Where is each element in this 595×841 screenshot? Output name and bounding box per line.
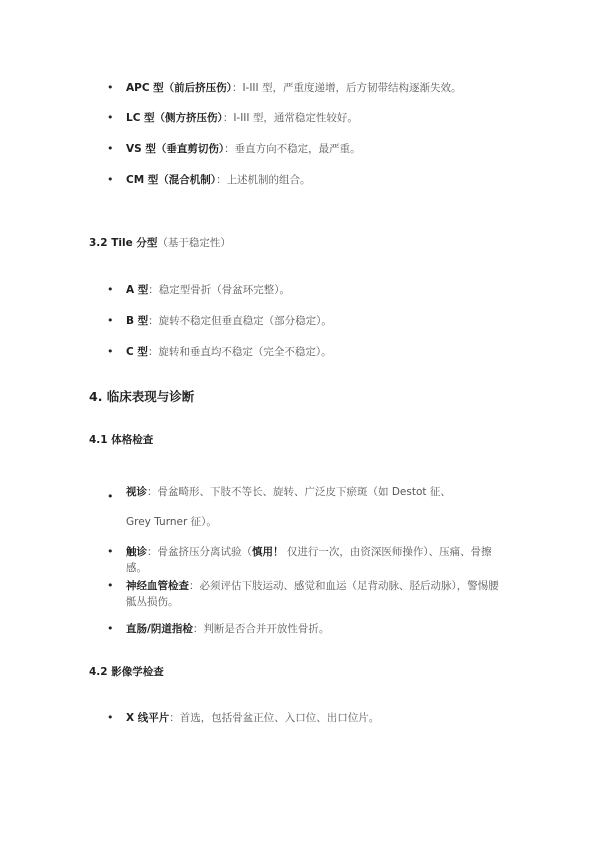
section-heading-4: 4. 临床表现与诊断 xyxy=(89,389,195,404)
item-text: 骨盆畸形、下肢不等长、旋转、广泛皮下瘀斑（如 Destot 征、 xyxy=(157,486,451,498)
list-item xyxy=(0,170,595,190)
list-item xyxy=(0,708,595,728)
item-separator: ： xyxy=(222,112,234,124)
item-term: X 线平片 xyxy=(126,712,170,724)
heading-subtitle: （基于稳定性） xyxy=(157,237,231,249)
bullet-icon: • xyxy=(107,545,114,558)
item-separator: ： xyxy=(147,546,158,558)
item-text: 骨盆挤压分离试验（ xyxy=(157,546,252,558)
item-separator: ： xyxy=(189,580,200,592)
bullet-icon: • xyxy=(107,345,114,358)
bullet-icon: • xyxy=(107,711,114,724)
item-term: APC 型（前后挤压伤） xyxy=(126,82,232,94)
heading-title: 3.2 Tile 分型 xyxy=(89,237,158,249)
item-term: A 型 xyxy=(126,284,149,296)
list-item xyxy=(0,477,595,537)
item-text-continued: Grey Turner 征）。 xyxy=(126,516,217,528)
item-text: 判断是否合并开放性骨折。 xyxy=(203,623,330,635)
item-separator: ： xyxy=(231,82,243,94)
warning-text: 慎用！ xyxy=(252,546,284,558)
list-item xyxy=(0,544,595,576)
list-item xyxy=(0,280,595,300)
item-term: VS 型（垂直剪切伤） xyxy=(126,143,225,155)
list-item xyxy=(0,619,595,639)
item-text: I-III 型，严重度递增，后方韧带结构逐渐失效。 xyxy=(242,82,462,94)
item-term: 直肠/阴道指检 xyxy=(126,623,193,635)
item-term: 视诊 xyxy=(126,486,147,498)
list-item xyxy=(0,578,595,610)
item-text: 稳定型骨折（骨盆环完整）。 xyxy=(158,284,291,296)
section-heading-3-2 xyxy=(89,235,231,250)
imaging-list xyxy=(0,708,595,728)
item-separator: ： xyxy=(192,623,204,635)
item-text: 必须评估下肢运动、感觉和血运（足背动脉、胫后动脉），警惕腰骶丛损伤。 xyxy=(126,580,499,608)
section-heading-4-2: 4.2 影像学检查 xyxy=(89,666,164,678)
bullet-icon: • xyxy=(107,579,114,592)
item-text: I-III 型，通常稳定性较好。 xyxy=(233,112,358,124)
item-term: 触诊 xyxy=(126,546,147,558)
bullet-icon: • xyxy=(107,81,114,94)
bullet-icon: • xyxy=(107,283,114,296)
item-text: 上述机制的组合。 xyxy=(226,174,311,186)
tile-list xyxy=(0,280,595,362)
bullet-icon: • xyxy=(107,111,114,124)
item-separator: ： xyxy=(148,315,159,327)
item-term: C 型 xyxy=(126,346,148,358)
list-item xyxy=(0,342,595,362)
bullet-icon: • xyxy=(107,173,114,186)
bullet-icon: • xyxy=(107,622,114,635)
item-separator: ： xyxy=(216,174,227,186)
mechanism-list xyxy=(0,78,595,190)
item-term: LC 型（侧方挤压伤） xyxy=(126,112,223,124)
item-separator: ： xyxy=(147,486,158,498)
item-text: 垂直方向不稳定，最严重。 xyxy=(234,143,361,155)
list-item xyxy=(0,139,595,159)
item-term: 神经血管检查 xyxy=(126,580,189,592)
exam-list xyxy=(0,477,595,639)
item-text: 首选，包括骨盆正位、入口位、出口位片。 xyxy=(179,712,380,724)
bullet-icon: • xyxy=(107,142,114,155)
bullet-icon: • xyxy=(107,490,114,503)
bullet-icon: • xyxy=(107,314,114,327)
list-item xyxy=(0,78,595,98)
item-separator: ： xyxy=(224,143,235,155)
item-text: 旋转不稳定但垂直稳定（部分稳定）。 xyxy=(158,315,332,327)
item-term: CM 型（混合机制） xyxy=(126,174,217,186)
item-separator: ： xyxy=(169,712,180,724)
item-separator: ： xyxy=(147,346,159,358)
list-item xyxy=(0,311,595,331)
item-separator: ： xyxy=(148,284,159,296)
list-item xyxy=(0,108,595,128)
section-heading-4-1: 4.1 体格检查 xyxy=(89,434,154,446)
item-text-after: 仅进行一次，由资深医师操作）、压痛、骨擦感。 xyxy=(126,546,492,574)
item-text: 旋转和垂直均不稳定（完全不稳定）。 xyxy=(158,346,332,358)
item-term: B 型 xyxy=(126,315,149,327)
